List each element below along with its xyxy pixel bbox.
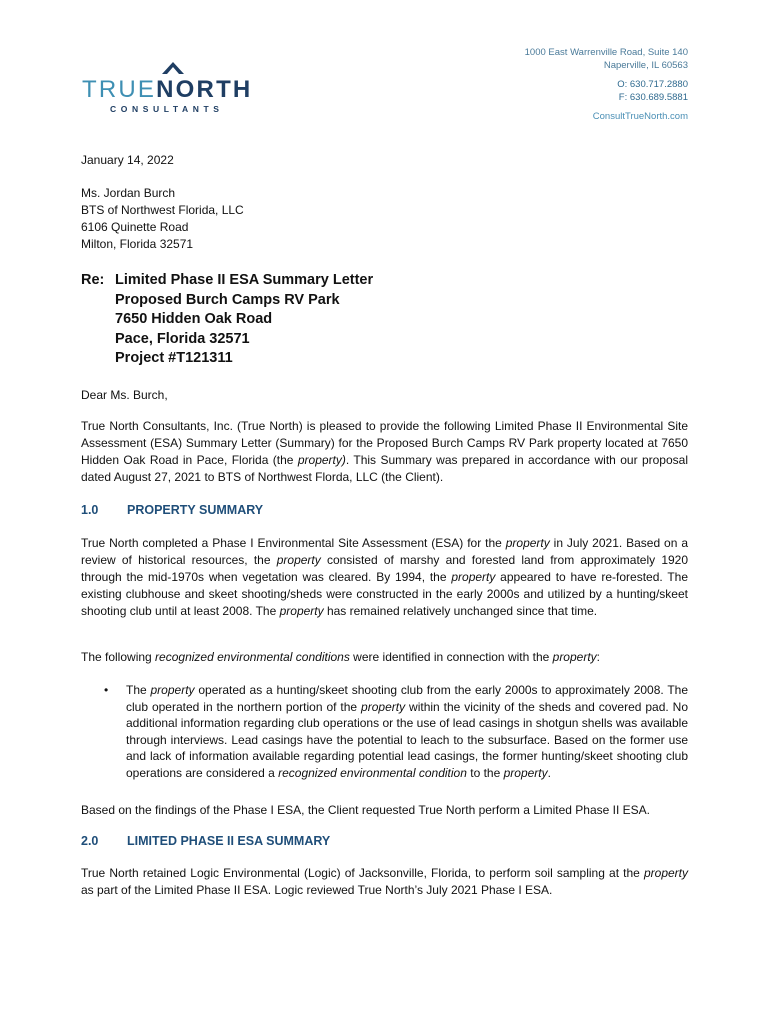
phone-number: O: 630.717.2880 <box>617 79 688 90</box>
fax-number: F: 630.689.5881 <box>618 92 688 103</box>
intro-paragraph: True North Consultants, Inc. (True North) is pleased to provide the following Limited Phase II Environmental Site Assessment (ESA) Summary Letter (Summary) for the Proposed Burch Camps RV Park property located at 7650 Hidden Oak Road in Pace, Florida (the property). This Summary was prepared in accordance with our proposal dated August 27, 2021 to BTS of Northwest Florda, LLC (the Client). <box>81 419 688 484</box>
section-number: 1.0 <box>81 503 99 517</box>
letterhead-address <box>525 46 688 123</box>
subject-line: Project #T121311 <box>115 350 233 366</box>
section-title: LIMITED PHASE II ESA SUMMARY <box>127 834 331 848</box>
phase-ii-request-paragraph: Based on the findings of the Phase I ESA, the Client requested True North perform a Limited Phase II ESA. <box>81 803 650 817</box>
subject-line: 7650 Hidden Oak Road <box>115 311 273 327</box>
logo-wordmark: TRUENORTH <box>82 76 253 103</box>
subject-line: Pace, Florida 32571 <box>115 330 250 347</box>
recipient-line: Ms. Jordan Burch <box>81 186 176 200</box>
address-line-2: Naperville, IL 60563 <box>603 60 688 71</box>
phase-ii-summary-paragraph: True North retained Logic Environmental (Logic) of Jacksonville, Florida, to perform soil sampling at the property as part of the Limited Phase II ESA. Logic reviewed True North’s July 2021 Phase I ESA. <box>81 866 688 897</box>
property-summary-paragraph: True North completed a Phase I Environmental Site Assessment (ESA) for the property in July 2021. Based on a review of historical resources, the property consisted of marshy and forested land from approximately 1920 through the mid-1970s when vegetation was cleared. By 1994, the property appeared to have re-forested. The existing clubhouse and skeet shooting/sheds were constructed in the early 2000s and utilized by a hunting/skeet shooting club until at least 2008. The property has remained relatively unchanged since that time. <box>81 536 689 618</box>
section-number: 2.0 <box>81 834 99 848</box>
north-arrow-icon <box>162 62 184 74</box>
rec-intro-paragraph: The following recognized environmental conditions were identified in connection with the property: <box>81 650 601 664</box>
website-link[interactable]: ConsultTrueNorth.com <box>592 111 688 122</box>
subject-line: Proposed Burch Camps RV Park <box>115 291 340 308</box>
re-label: Re: <box>81 272 105 288</box>
bullet-text: The property operated as a hunting/skeet shooting club from the early 2000s to approximately 2008. The club operated in the northern portion of the property within the vicinity of the sheds and covered pad. No additional information regarding club operations or the use of lead casings in shotgun shells was available through interviews. Lead casings have the potential to leach to the subsurface. Based on the former use and lack of information available regarding potential lead casings, the former hunting/skeet shooting club operations are considered a recognized environmental condition to the property. <box>126 683 689 780</box>
true-north-logo <box>82 62 272 118</box>
logo-subtitle: CONSULTANTS <box>110 104 224 114</box>
address-line-1: 1000 East Warrenville Road, Suite 140 <box>524 47 688 58</box>
recipient-line: 6106 Quinette Road <box>81 220 189 234</box>
section-title: PROPERTY SUMMARY <box>127 503 264 517</box>
salutation: Dear Ms. Burch, <box>81 388 168 402</box>
letter-date: January 14, 2022 <box>81 153 174 167</box>
recipient-line: BTS of Northwest Florida, LLC <box>81 203 244 217</box>
recipient-address <box>81 185 688 253</box>
bullet-icon: • <box>104 683 109 697</box>
recipient-line: Milton, Florida 32571 <box>81 237 194 251</box>
subject-line: Limited Phase II ESA Summary Letter <box>115 272 374 288</box>
